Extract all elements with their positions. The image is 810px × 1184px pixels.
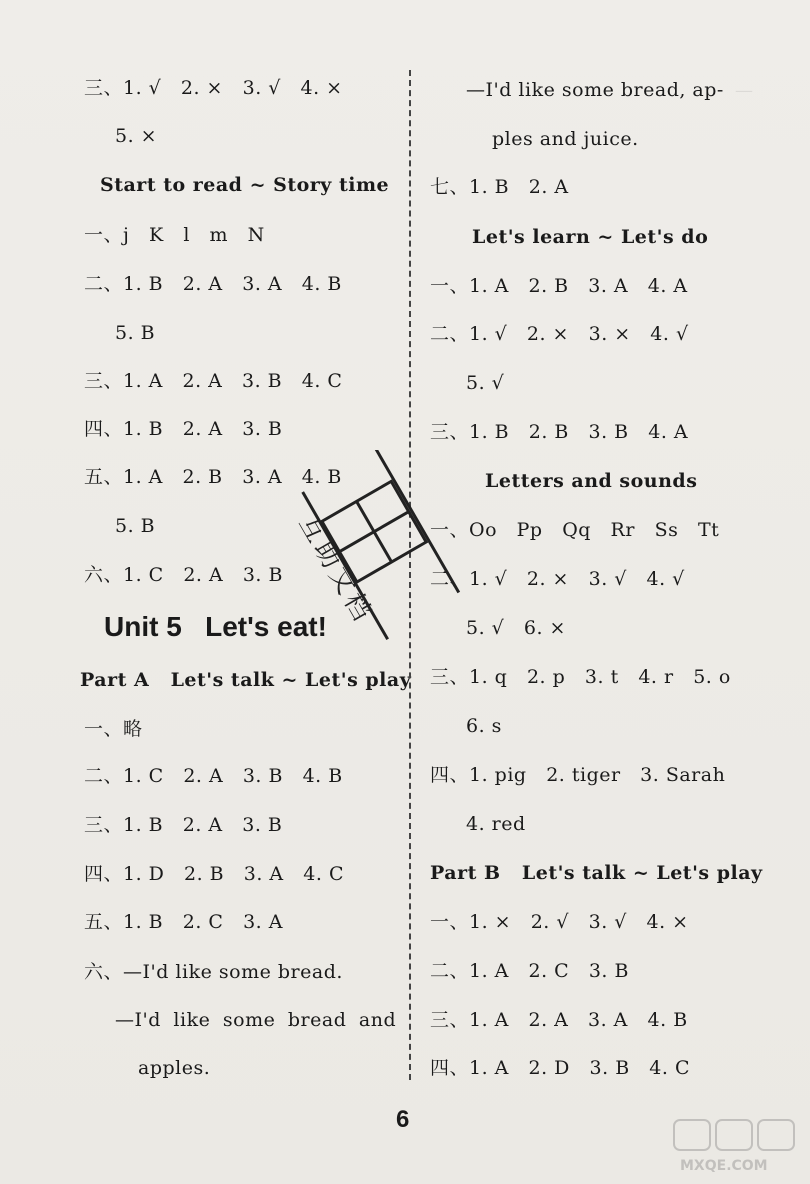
column-divider <box>409 70 411 1080</box>
section-heading: Part B Let's talk ~ Let's play <box>430 862 763 884</box>
section-heading: Part A Let's talk ~ Let's play <box>80 669 412 691</box>
answer-line: —I'd like some bread, ap- <box>466 79 724 101</box>
page-number: 6 <box>396 1106 410 1133</box>
answer-line: 四、1. D 2. B 3. A 4. C <box>84 863 344 885</box>
answer-line: 五、1. B 2. C 3. A <box>84 911 283 933</box>
answer-line: 三、1. √ 2. × 3. √ 4. × <box>84 77 343 99</box>
answer-line: 三、1. A 2. A 3. B 4. C <box>84 370 343 392</box>
answer-line: 5. √ 6. × <box>466 617 566 639</box>
answer-line: 四、1. B 2. A 3. B <box>84 418 283 440</box>
answer-line: 一、略 <box>84 718 143 740</box>
answer-line: 一、1. × 2. √ 3. √ 4. × <box>430 911 689 933</box>
answer-line: 六、1. C 2. A 3. B <box>84 564 283 586</box>
answer-line: 二、1. C 2. A 3. B 4. B <box>84 765 343 787</box>
bleed-through-text: — <box>735 80 753 101</box>
svg-text:档: 档 <box>337 588 377 626</box>
answer-line: 三、1. q 2. p 3. t 4. r 5. o <box>430 666 731 688</box>
answer-line: 5. √ <box>466 372 505 394</box>
answer-line: 四、1. pig 2. tiger 3. Sarah <box>430 764 726 786</box>
section-heading: Start to read ~ Story time <box>100 174 390 196</box>
answer-line: —I'd like some bread and <box>115 1009 397 1031</box>
answer-line: 二、1. A 2. C 3. B <box>430 960 629 982</box>
answer-line: 七、1. B 2. A <box>430 176 569 198</box>
answer-line: 四、1. A 2. D 3. B 4. C <box>430 1057 690 1079</box>
svg-text:MXQE.COM: MXQE.COM <box>680 1158 768 1174</box>
section-heading: Let's learn ~ Let's do <box>472 226 709 248</box>
answer-line: 六、—I'd like some bread. <box>84 961 343 983</box>
answer-line: 三、1. B 2. A 3. B <box>84 814 283 836</box>
svg-text:助: 助 <box>307 536 347 574</box>
answer-line: 二、1. √ 2. × 3. √ 4. √ <box>430 568 685 590</box>
answer-line: 三、1. A 2. A 3. A 4. B <box>430 1009 688 1031</box>
svg-text:文: 文 <box>322 562 362 600</box>
section-heading: Letters and sounds <box>485 470 698 492</box>
answer-line: apples. <box>138 1057 211 1079</box>
answer-line: 6. s <box>466 715 502 737</box>
answer-line: 5. B <box>115 322 156 344</box>
answer-line: 二、1. √ 2. × 3. × 4. √ <box>430 323 689 345</box>
svg-text:互: 互 <box>292 510 332 548</box>
watermark-logo <box>672 1118 802 1174</box>
unit-title: Unit 5 Let's eat! <box>104 611 327 642</box>
answer-line: 五、1. A 2. B 3. A 4. B <box>84 466 342 488</box>
answer-line: ples and juice. <box>492 128 639 150</box>
answer-line: 5. B <box>115 515 156 537</box>
answer-line: 5. × <box>115 125 158 147</box>
answer-line: 4. red <box>466 813 526 835</box>
answer-line: 三、1. B 2. B 3. B 4. A <box>430 421 689 443</box>
answer-line: 二、1. B 2. A 3. A 4. B <box>84 273 342 295</box>
answer-line: 一、1. A 2. B 3. A 4. A <box>430 275 688 297</box>
answer-line: 一、Oo Pp Qq Rr Ss Tt <box>430 519 720 541</box>
answer-line: 一、j K l m N <box>84 224 265 246</box>
